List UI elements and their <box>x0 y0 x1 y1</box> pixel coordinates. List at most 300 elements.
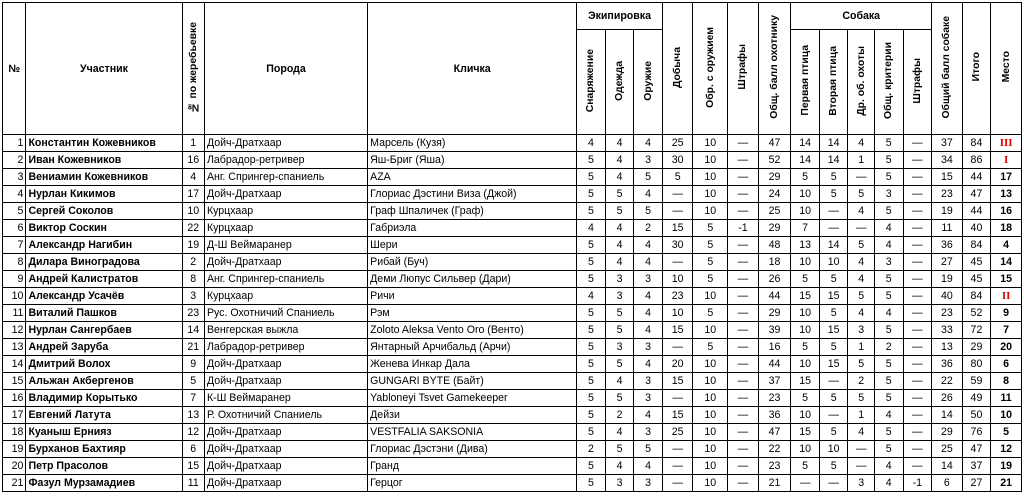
cell-num: 4 <box>3 186 26 203</box>
cell-general-criteria: 5 <box>874 271 903 288</box>
cell-num: 3 <box>3 169 26 186</box>
cell-dog-fines: — <box>903 152 932 169</box>
cell-first-bird: 7 <box>791 220 820 237</box>
cell-dog-fines: — <box>903 220 932 237</box>
cell-general-criteria: 5 <box>874 203 903 220</box>
cell-hunter-total: 26 <box>758 271 791 288</box>
cell-weapon-handling: 10 <box>693 424 728 441</box>
cell-second-bird: 15 <box>819 322 848 339</box>
cell-dog-fines: — <box>903 186 932 203</box>
cell-first-bird: 10 <box>791 407 820 424</box>
cell-draw: 4 <box>182 169 204 186</box>
cell-hunter-total: 29 <box>758 169 791 186</box>
cell-nickname: Yabloneyi Tsvet Gamekeeper <box>368 390 577 407</box>
cell-second-bird: — <box>819 373 848 390</box>
header-second-bird: Вторая птица <box>819 30 848 135</box>
cell-hunt-other: 5 <box>848 356 875 373</box>
cell-second-bird: — <box>819 475 848 492</box>
table-body <box>3 135 1022 492</box>
cell-place: 11 <box>991 390 1022 407</box>
cell-prey: 15 <box>662 220 693 237</box>
cell-nickname: Рибай (Буч) <box>368 254 577 271</box>
cell-equip: 2 <box>577 441 606 458</box>
cell-draw: 2 <box>182 254 204 271</box>
cell-first-bird: 10 <box>791 356 820 373</box>
cell-nickname: Zoloto Aleksa Vento Oro (Венто) <box>368 322 577 339</box>
cell-clothes: 3 <box>605 288 634 305</box>
cell-participant: Альжан Акбергенов <box>26 373 182 390</box>
cell-second-bird: 15 <box>819 356 848 373</box>
cell-breed: К-Ш Веймаранер <box>204 390 367 407</box>
cell-draw: 6 <box>182 441 204 458</box>
cell-breed: Дойч-Дратхаар <box>204 356 367 373</box>
cell-place: 13 <box>991 186 1022 203</box>
cell-general-criteria: 5 <box>874 373 903 390</box>
cell-hunt-other: 4 <box>848 305 875 322</box>
cell-num: 16 <box>3 390 26 407</box>
table-row <box>3 390 1022 407</box>
cell-dog-total: 11 <box>932 220 963 237</box>
cell-breed: Курцхаар <box>204 203 367 220</box>
cell-fines: -1 <box>728 220 759 237</box>
cell-second-bird: 5 <box>819 271 848 288</box>
cell-draw: 23 <box>182 305 204 322</box>
cell-breed: Дойч-Дратхаар <box>204 254 367 271</box>
cell-equip: 5 <box>577 271 606 288</box>
header-clothes: Одежда <box>605 30 634 135</box>
cell-general-criteria: 4 <box>874 458 903 475</box>
cell-nickname: Женева Инкар Дала <box>368 356 577 373</box>
cell-nickname: Глориас Дэстини Виза (Джой) <box>368 186 577 203</box>
cell-fines: — <box>728 152 759 169</box>
cell-hunt-other: 4 <box>848 254 875 271</box>
cell-fines: — <box>728 390 759 407</box>
cell-first-bird: 10 <box>791 305 820 322</box>
table-row <box>3 186 1022 203</box>
header-total: Итого <box>962 3 991 135</box>
cell-prey: 20 <box>662 356 693 373</box>
cell-hunter-total: 52 <box>758 152 791 169</box>
cell-clothes: 3 <box>605 339 634 356</box>
cell-hunt-other: 3 <box>848 322 875 339</box>
cell-hunter-total: 22 <box>758 441 791 458</box>
cell-general-criteria: 5 <box>874 441 903 458</box>
cell-clothes: 4 <box>605 237 634 254</box>
cell-weapon-handling: 10 <box>693 288 728 305</box>
header-num: № <box>3 3 26 135</box>
cell-equip: 5 <box>577 169 606 186</box>
cell-weapon-handling: 10 <box>693 441 728 458</box>
cell-clothes: 2 <box>605 407 634 424</box>
cell-breed: Дойч-Дратхаар <box>204 373 367 390</box>
header-breed: Порода <box>204 3 367 135</box>
header-fines: Штрафы <box>728 3 759 135</box>
cell-hunt-other: 4 <box>848 424 875 441</box>
cell-weapon-handling: 10 <box>693 203 728 220</box>
cell-fines: — <box>728 475 759 492</box>
cell-general-criteria: 4 <box>874 407 903 424</box>
cell-clothes: 5 <box>605 203 634 220</box>
cell-general-criteria: 5 <box>874 288 903 305</box>
cell-fines: — <box>728 186 759 203</box>
cell-weapon: 4 <box>634 407 663 424</box>
table-row <box>3 424 1022 441</box>
cell-breed: Курцхаар <box>204 288 367 305</box>
cell-total: 45 <box>962 271 991 288</box>
header-first-bird: Первая птица <box>791 30 820 135</box>
cell-fines: — <box>728 458 759 475</box>
cell-draw: 11 <box>182 475 204 492</box>
cell-fines: — <box>728 373 759 390</box>
cell-general-criteria: 3 <box>874 254 903 271</box>
cell-dog-total: 15 <box>932 169 963 186</box>
cell-draw: 1 <box>182 135 204 152</box>
table-row <box>3 169 1022 186</box>
cell-hunter-total: 23 <box>758 458 791 475</box>
cell-fines: — <box>728 254 759 271</box>
cell-hunt-other: 3 <box>848 475 875 492</box>
cell-weapon: 4 <box>634 237 663 254</box>
cell-first-bird: 10 <box>791 186 820 203</box>
cell-second-bird: 10 <box>819 254 848 271</box>
cell-weapon-handling: 10 <box>693 475 728 492</box>
cell-dog-total: 27 <box>932 254 963 271</box>
cell-hunt-other: 4 <box>848 203 875 220</box>
cell-participant: Куаныш Ернияз <box>26 424 182 441</box>
cell-total: 27 <box>962 475 991 492</box>
cell-clothes: 3 <box>605 271 634 288</box>
cell-weapon: 4 <box>634 254 663 271</box>
cell-equip: 5 <box>577 152 606 169</box>
cell-total: 59 <box>962 373 991 390</box>
cell-weapon: 4 <box>634 288 663 305</box>
cell-breed: Рус. Охотничий Спаниель <box>204 305 367 322</box>
cell-nickname: Яш-Бриг (Яша) <box>368 152 577 169</box>
cell-general-criteria: 5 <box>874 152 903 169</box>
cell-first-bird: 10 <box>791 203 820 220</box>
cell-prey: — <box>662 441 693 458</box>
cell-equip: 5 <box>577 305 606 322</box>
cell-dog-fines: — <box>903 322 932 339</box>
cell-equip: 4 <box>577 220 606 237</box>
cell-total: 80 <box>962 356 991 373</box>
cell-first-bird: 13 <box>791 237 820 254</box>
cell-dog-total: 33 <box>932 322 963 339</box>
cell-weapon: 5 <box>634 441 663 458</box>
results-sheet <box>0 2 1024 497</box>
cell-clothes: 5 <box>605 356 634 373</box>
header-dog-fines: Штрафы <box>903 30 932 135</box>
cell-weapon-handling: 5 <box>693 220 728 237</box>
cell-hunt-other: 1 <box>848 339 875 356</box>
cell-hunt-other: — <box>848 458 875 475</box>
cell-participant: Дмитрий Волох <box>26 356 182 373</box>
cell-nickname: Гранд <box>368 458 577 475</box>
header-dog-total: Общий балл собаке <box>932 3 963 135</box>
cell-hunter-total: 37 <box>758 373 791 390</box>
cell-second-bird: 5 <box>819 169 848 186</box>
cell-nickname: GUNGARI BYTE (Байт) <box>368 373 577 390</box>
cell-weapon: 3 <box>634 373 663 390</box>
cell-place: 6 <box>991 356 1022 373</box>
cell-total: 84 <box>962 237 991 254</box>
cell-dog-total: 19 <box>932 271 963 288</box>
cell-total: 47 <box>962 441 991 458</box>
cell-hunter-total: 23 <box>758 390 791 407</box>
cell-participant: Фазул Мурзамадиев <box>26 475 182 492</box>
cell-first-bird: 15 <box>791 424 820 441</box>
cell-equip: 5 <box>577 373 606 390</box>
cell-participant: Евгений Латута <box>26 407 182 424</box>
cell-general-criteria: 2 <box>874 339 903 356</box>
cell-dog-total: 36 <box>932 237 963 254</box>
cell-clothes: 4 <box>605 424 634 441</box>
cell-fines: — <box>728 322 759 339</box>
cell-num: 2 <box>3 152 26 169</box>
cell-second-bird: 5 <box>819 305 848 322</box>
cell-total: 86 <box>962 152 991 169</box>
cell-prey: 25 <box>662 424 693 441</box>
cell-prey: 15 <box>662 407 693 424</box>
cell-num: 6 <box>3 220 26 237</box>
cell-weapon-handling: 5 <box>693 305 728 322</box>
cell-place: 9 <box>991 305 1022 322</box>
cell-nickname: Марсель (Кузя) <box>368 135 577 152</box>
cell-num: 9 <box>3 271 26 288</box>
cell-equip: 5 <box>577 237 606 254</box>
cell-num: 5 <box>3 203 26 220</box>
cell-weapon: 4 <box>634 305 663 322</box>
cell-hunter-total: 48 <box>758 237 791 254</box>
cell-hunter-total: 47 <box>758 424 791 441</box>
cell-place: 21 <box>991 475 1022 492</box>
cell-dog-fines: — <box>903 424 932 441</box>
cell-dog-total: 6 <box>932 475 963 492</box>
cell-general-criteria: 5 <box>874 322 903 339</box>
cell-general-criteria: 4 <box>874 237 903 254</box>
cell-dog-total: 25 <box>932 441 963 458</box>
cell-weapon: 4 <box>634 458 663 475</box>
cell-fines: — <box>728 203 759 220</box>
cell-dog-total: 29 <box>932 424 963 441</box>
cell-dog-fines: — <box>903 441 932 458</box>
cell-total: 49 <box>962 390 991 407</box>
header-prey: Добыча <box>662 3 693 135</box>
cell-draw: 14 <box>182 322 204 339</box>
cell-breed: Анг. Спрингер-спаниель <box>204 169 367 186</box>
cell-participant: Петр Прасолов <box>26 458 182 475</box>
cell-prey: 10 <box>662 305 693 322</box>
cell-clothes: 4 <box>605 135 634 152</box>
cell-first-bird: 14 <box>791 135 820 152</box>
cell-second-bird: 10 <box>819 441 848 458</box>
cell-breed: Дойч-Дратхаар <box>204 458 367 475</box>
table-row <box>3 305 1022 322</box>
cell-general-criteria: 3 <box>874 186 903 203</box>
cell-hunter-total: 25 <box>758 203 791 220</box>
cell-total: 37 <box>962 458 991 475</box>
cell-clothes: 4 <box>605 220 634 237</box>
cell-equip: 5 <box>577 186 606 203</box>
cell-weapon: 5 <box>634 169 663 186</box>
cell-total: 84 <box>962 135 991 152</box>
cell-dog-total: 26 <box>932 390 963 407</box>
cell-dog-total: 36 <box>932 356 963 373</box>
cell-breed: Дойч-Дратхаар <box>204 475 367 492</box>
results-table <box>2 2 1022 492</box>
cell-nickname: Глориас Дэстэни (Дива) <box>368 441 577 458</box>
cell-general-criteria: 5 <box>874 424 903 441</box>
cell-weapon: 5 <box>634 203 663 220</box>
cell-place: 7 <box>991 322 1022 339</box>
cell-equip: 5 <box>577 424 606 441</box>
cell-prey: 23 <box>662 288 693 305</box>
cell-second-bird: 5 <box>819 186 848 203</box>
cell-second-bird: 5 <box>819 424 848 441</box>
cell-prey: 30 <box>662 152 693 169</box>
cell-second-bird: 14 <box>819 237 848 254</box>
header-draw: № по жеребьевке <box>182 3 204 135</box>
cell-dog-fines: — <box>903 237 932 254</box>
cell-equip: 5 <box>577 356 606 373</box>
cell-dog-fines: — <box>903 305 932 322</box>
cell-hunter-total: 44 <box>758 288 791 305</box>
cell-weapon: 4 <box>634 186 663 203</box>
cell-prey: — <box>662 475 693 492</box>
cell-prey: — <box>662 186 693 203</box>
cell-hunt-other: 1 <box>848 407 875 424</box>
cell-draw: 3 <box>182 288 204 305</box>
cell-prey: 15 <box>662 322 693 339</box>
cell-breed: Венгерская выжла <box>204 322 367 339</box>
cell-second-bird: 15 <box>819 288 848 305</box>
cell-hunt-other: 4 <box>848 135 875 152</box>
header-equip: Снаряжение <box>577 30 606 135</box>
cell-weapon-handling: 5 <box>693 271 728 288</box>
cell-weapon: 4 <box>634 135 663 152</box>
cell-second-bird: 5 <box>819 390 848 407</box>
cell-place: 17 <box>991 169 1022 186</box>
cell-breed: Курцхаар <box>204 220 367 237</box>
cell-nickname: VESTFALIA SAKSONIA <box>368 424 577 441</box>
cell-hunter-total: 39 <box>758 322 791 339</box>
cell-first-bird: 10 <box>791 254 820 271</box>
cell-place: II <box>991 288 1022 305</box>
cell-dog-total: 34 <box>932 152 963 169</box>
cell-num: 17 <box>3 407 26 424</box>
cell-hunt-other: 4 <box>848 271 875 288</box>
cell-first-bird: 15 <box>791 288 820 305</box>
header-hunter-total: Общ. балл охотнику <box>758 3 791 135</box>
cell-breed: Лабрадор-ретривер <box>204 152 367 169</box>
cell-participant: Александр Нагибин <box>26 237 182 254</box>
cell-equip: 5 <box>577 322 606 339</box>
cell-equip: 5 <box>577 339 606 356</box>
cell-fines: — <box>728 237 759 254</box>
cell-second-bird: 14 <box>819 135 848 152</box>
cell-participant: Бурханов Бахтияр <box>26 441 182 458</box>
cell-fines: — <box>728 271 759 288</box>
cell-hunter-total: 29 <box>758 220 791 237</box>
cell-participant: Владимир Корытько <box>26 390 182 407</box>
cell-num: 13 <box>3 339 26 356</box>
cell-draw: 9 <box>182 356 204 373</box>
cell-weapon-handling: 10 <box>693 407 728 424</box>
cell-dog-fines: — <box>903 458 932 475</box>
cell-nickname: Деми Люпус Сильвер (Дари) <box>368 271 577 288</box>
cell-weapon-handling: 10 <box>693 356 728 373</box>
cell-hunter-total: 21 <box>758 475 791 492</box>
cell-num: 14 <box>3 356 26 373</box>
cell-prey: — <box>662 254 693 271</box>
cell-breed: Р. Охотничий Спаниель <box>204 407 367 424</box>
cell-participant: Андрей Заруба <box>26 339 182 356</box>
cell-hunter-total: 16 <box>758 339 791 356</box>
header-general-criteria: Общ. критерии <box>874 30 903 135</box>
cell-weapon-handling: 10 <box>693 135 728 152</box>
cell-fines: — <box>728 169 759 186</box>
cell-fines: — <box>728 407 759 424</box>
cell-clothes: 5 <box>605 390 634 407</box>
cell-num: 1 <box>3 135 26 152</box>
cell-clothes: 5 <box>605 322 634 339</box>
cell-draw: 5 <box>182 373 204 390</box>
cell-hunt-other: 5 <box>848 390 875 407</box>
cell-place: III <box>991 135 1022 152</box>
cell-place: 4 <box>991 237 1022 254</box>
cell-breed: Дойч-Дратхаар <box>204 186 367 203</box>
cell-draw: 13 <box>182 407 204 424</box>
table-row <box>3 237 1022 254</box>
cell-hunter-total: 47 <box>758 135 791 152</box>
cell-num: 21 <box>3 475 26 492</box>
cell-equip: 5 <box>577 407 606 424</box>
cell-place: 5 <box>991 424 1022 441</box>
cell-participant: Вениамин Кожевников <box>26 169 182 186</box>
cell-participant: Нурлан Кикимов <box>26 186 182 203</box>
table-row <box>3 152 1022 169</box>
cell-clothes: 4 <box>605 373 634 390</box>
cell-participant: Андрей Калистратов <box>26 271 182 288</box>
cell-prey: 25 <box>662 135 693 152</box>
cell-num: 8 <box>3 254 26 271</box>
table-row <box>3 288 1022 305</box>
header-participant: Участник <box>26 3 182 135</box>
cell-prey: 15 <box>662 373 693 390</box>
header-equipment-group: Экипировка <box>577 3 663 30</box>
cell-equip: 5 <box>577 203 606 220</box>
table-row <box>3 356 1022 373</box>
cell-breed: Дойч-Дратхаар <box>204 441 367 458</box>
cell-weapon: 3 <box>634 390 663 407</box>
table-row <box>3 322 1022 339</box>
cell-dog-fines: — <box>903 203 932 220</box>
cell-draw: 16 <box>182 152 204 169</box>
cell-first-bird: 5 <box>791 271 820 288</box>
cell-equip: 5 <box>577 458 606 475</box>
cell-equip: 5 <box>577 475 606 492</box>
cell-place: 12 <box>991 441 1022 458</box>
cell-weapon: 3 <box>634 424 663 441</box>
cell-draw: 12 <box>182 424 204 441</box>
cell-general-criteria: 5 <box>874 135 903 152</box>
cell-total: 44 <box>962 203 991 220</box>
cell-participant: Дилара Виноградова <box>26 254 182 271</box>
cell-weapon: 3 <box>634 339 663 356</box>
table-row <box>3 203 1022 220</box>
cell-first-bird: 10 <box>791 322 820 339</box>
cell-fines: — <box>728 339 759 356</box>
